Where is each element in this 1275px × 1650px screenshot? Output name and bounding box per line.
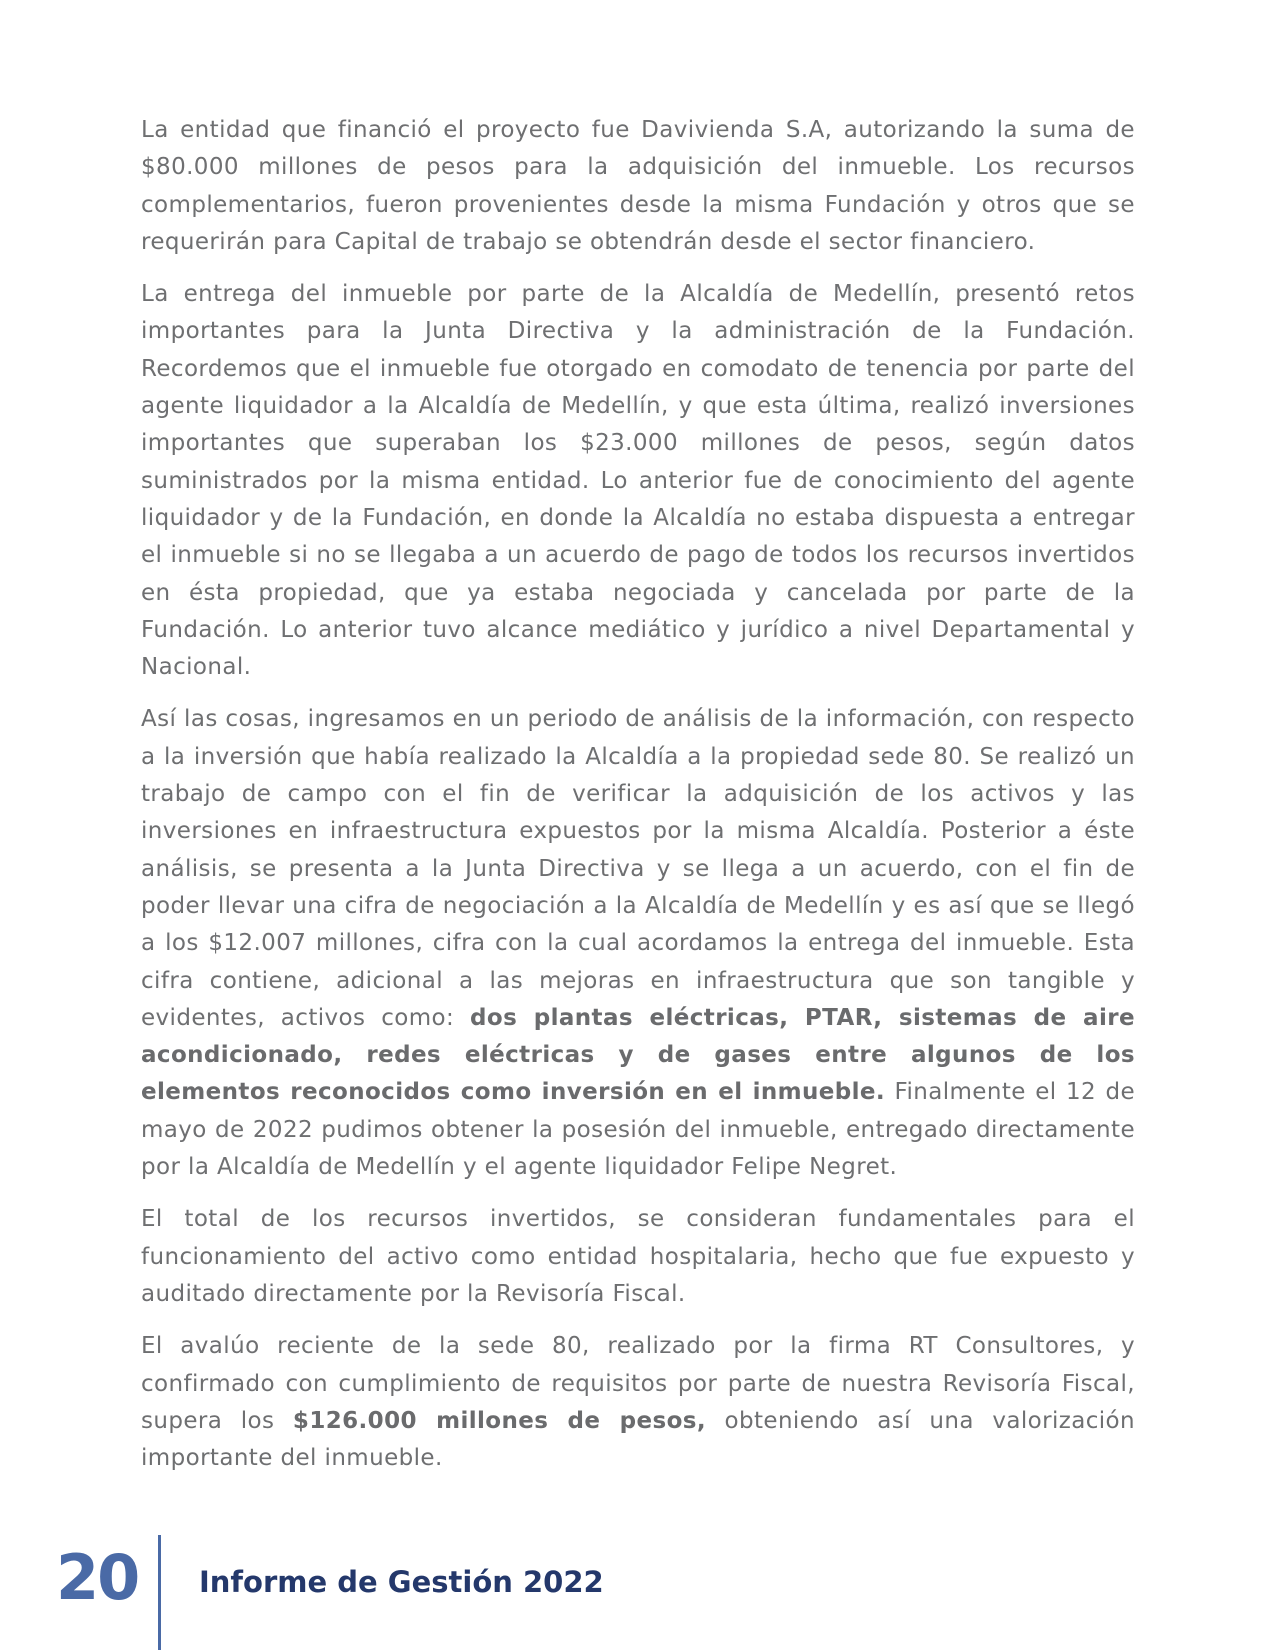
paragraph-text: El total de los recursos invertidos, se consideran fundamentales para el funcionamiento del activo como entidad hospitalaria, hecho que fue expuesto y auditado directamente por la Revisoría Fiscal.	[141, 1206, 1135, 1307]
paragraph-bold-text: $126.000 millones de pesos,	[292, 1407, 707, 1434]
paragraph-appraisal	[141, 1328, 1135, 1477]
paragraph-financing	[141, 112, 1135, 261]
paragraph-text: obteniendo así una valorización importante del inmueble.	[141, 1407, 1136, 1472]
body-text	[141, 112, 1135, 1492]
paragraph-text: Así las cosas, ingresamos en un periodo de análisis de la información, con respecto a la inversión que había realizado la Alcaldía a la propiedad sede 80. Se realizó un trabajo de campo con el fin de verificar la adquisición de los activos y las inversiones en infraestructura expuestos por la misma Alcaldía. Posterior a éste análisis, se presenta a la Junta Directiva y se llega a un acuerdo, con el fin de poder llevar una cifra de negociación a la Alcaldía de Medellín y es así que se llegó a los $12.007 millones, cifra con la cual acordamos la entrega del inmueble. Esta cifra contiene, adicional a las mejoras en infraestructura que son tangible y evidentes, activos como:	[141, 706, 1135, 1031]
paragraph-bold-text: dos plantas eléctricas, PTAR, sistemas de aire acondicionado, redes eléctricas y de gases entre algunos de los elementos reconocidos como inversión en el inmueble.	[141, 1004, 1135, 1106]
footer-report-title: Informe de Gestión 2022	[199, 1565, 604, 1599]
paragraph-text: La entidad que financió el proyecto fue Davivienda S.A, autorizando la suma de $80.000 millones de pesos para la adquisición del inmueble. Los recursos complementarios, fueron provenientes desde la misma Fundación y otros que se requerirán para Capital de trabajo se obtendrán desde el sector financiero.	[141, 117, 1135, 255]
paragraph-text: Finalmente el 12 de mayo de 2022 pudimos obtener la posesión del inmueble, entregado directamente por la Alcaldía de Medellín y el agente liquidador Felipe Negret.	[141, 1079, 1135, 1181]
footer-divider	[158, 1535, 161, 1650]
paragraph-text: La entrega del inmueble por parte de la Alcaldía de Medellín, presentó retos importantes para la Junta Directiva y la administración de la Fundación. Recordemos que el inmueble fue otorgado en comodato de tenencia por parte del agente liquidador a la Alcaldía de Medellín, y que esta última, realizó inversiones importantes que superaban los $23.000 millones de pesos, según datos suministrados por la misma entidad. Lo anterior fue de conocimiento del agente liquidador y de la Fundación, en donde la Alcaldía no estaba dispuesta a entregar el inmueble si no se llegaba a un acuerdo de pago de todos los recursos invertidos en ésta propiedad, que ya estaba negociada y cancelada por parte de la Fundación. Lo anterior tuvo alcance mediático y jurídico a nivel Departamental y Nacional.	[141, 281, 1135, 681]
paragraph-delivery-challenges	[141, 276, 1135, 686]
paragraph-analysis	[141, 701, 1135, 1186]
page-number: 20	[56, 1541, 139, 1614]
paragraph-text: El avalúo reciente de la sede 80, realizado por la firma RT Consultores, y confirmado con cumplimiento de requisitos por parte de nuestra Revisoría Fiscal, supera los	[141, 1333, 1135, 1434]
paragraph-resources	[141, 1201, 1135, 1313]
